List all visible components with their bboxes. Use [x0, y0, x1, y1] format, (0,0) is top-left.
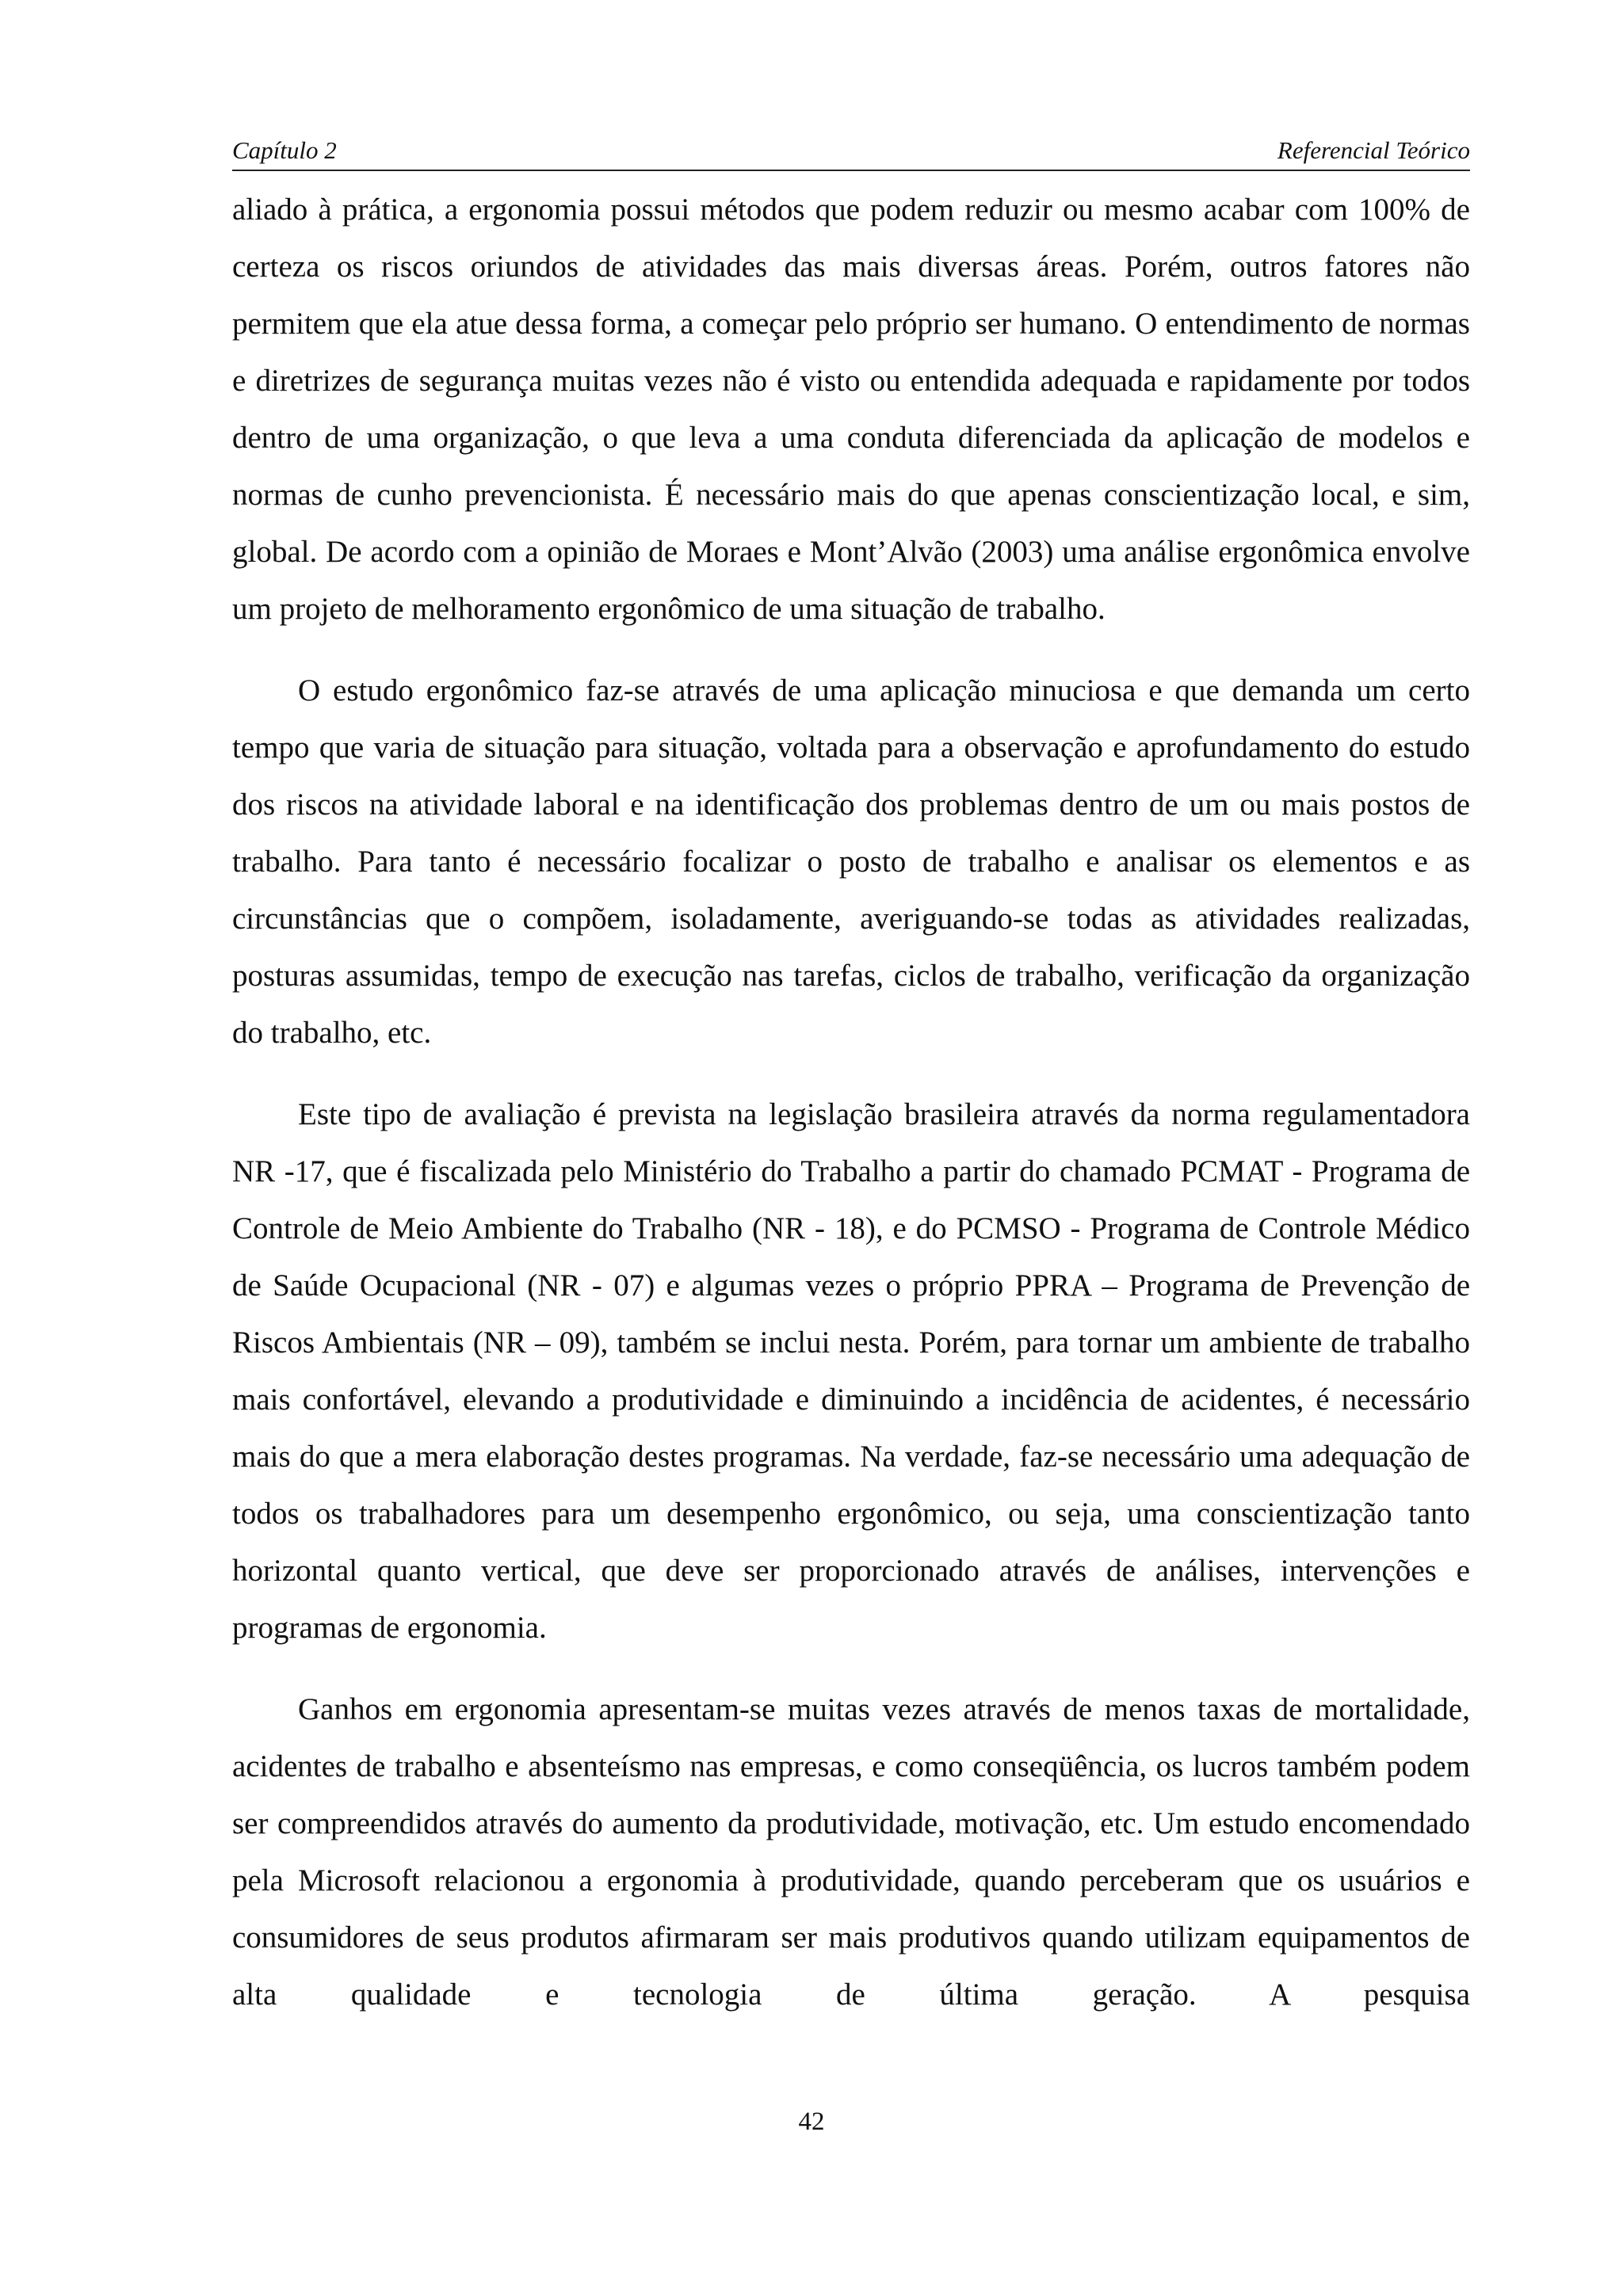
section-label: Referencial Teórico: [1277, 136, 1470, 164]
paragraph-1: aliado à prática, a ergonomia possui métodos que podem reduzir ou mesmo acabar com 100% de certeza os riscos oriundos de atividades das mais diversas áreas. Porém, outros fatores não permitem que ela atue dessa forma, a começar pelo próprio ser humano. O entendimento de normas e diretrizes de segurança muitas vezes não é visto ou entendida adequada e rapidamente por todos dentro de uma organização, o que leva a uma conduta diferenciada da aplicação de modelos e normas de cunho prevencionista. É necessário mais do que apenas conscientização local, e sim, global. De acordo com a opinião de Moraes e Mont’Alvão (2003) uma análise ergonômica envolve um projeto de melhoramento ergonômico de uma situação de trabalho.: [232, 193, 1470, 626]
paragraph-2: O estudo ergonômico faz-se através de uma aplicação minuciosa e que demanda um certo tempo que varia de situação para situação, voltada para a observação e aprofundamento do estudo dos riscos na atividade laboral e na identificação dos problemas dentro de um ou mais postos de trabalho. Para tanto é necessário focalizar o posto de trabalho e analisar os elementos e as circunstâncias que o compõem, isoladamente, averiguando-se todas as atividades realizadas, posturas assumidas, tempo de execução nas tarefas, ciclos de trabalho, verificação da organização do trabalho, etc.: [232, 673, 1470, 1050]
chapter-label: Capítulo 2: [232, 136, 337, 164]
body-text: [232, 181, 1470, 2023]
paragraph-4: Ganhos em ergonomia apresentam-se muitas vezes através de menos taxas de mortalidade, acidentes de trabalho e absenteísmo nas empresas, e como conseqüência, os lucros também podem ser compreendidos através do aumento da produtividade, motivação, etc. Um estudo encomendado pela Microsoft relacionou a ergonomia à produtividade, quando perceberam que os usuários e consumidores de seus produtos afirmaram ser mais produtivos quando utilizam equipamentos de alta qualidade e tecnologia de última geração. A pesquisa: [232, 1692, 1470, 2012]
paragraph-3: Este tipo de avaliação é prevista na legislação brasileira através da norma regulamentadora NR -17, que é fiscalizada pelo Ministério do Trabalho a partir do chamado PCMAT - Programa de Controle de Meio Ambiente do Trabalho (NR - 18), e do PCMSO - Programa de Controle Médico de Saúde Ocupacional (NR - 07) e algumas vezes o próprio PPRA – Programa de Prevenção de Riscos Ambientais (NR – 09), também se inclui nesta. Porém, para tornar um ambiente de trabalho mais confortável, elevando a produtividade e diminuindo a incidência de acidentes, é necessário mais do que a mera elaboração destes programas. Na verdade, faz-se necessário uma adequação de todos os trabalhadores para um desempenho ergonômico, ou seja, uma conscientização tanto horizontal quanto vertical, que deve ser proporcionado através de análises, intervenções e programas de ergonomia.: [232, 1097, 1470, 1645]
running-header: [232, 133, 1470, 171]
page-number: 42: [798, 2107, 825, 2136]
